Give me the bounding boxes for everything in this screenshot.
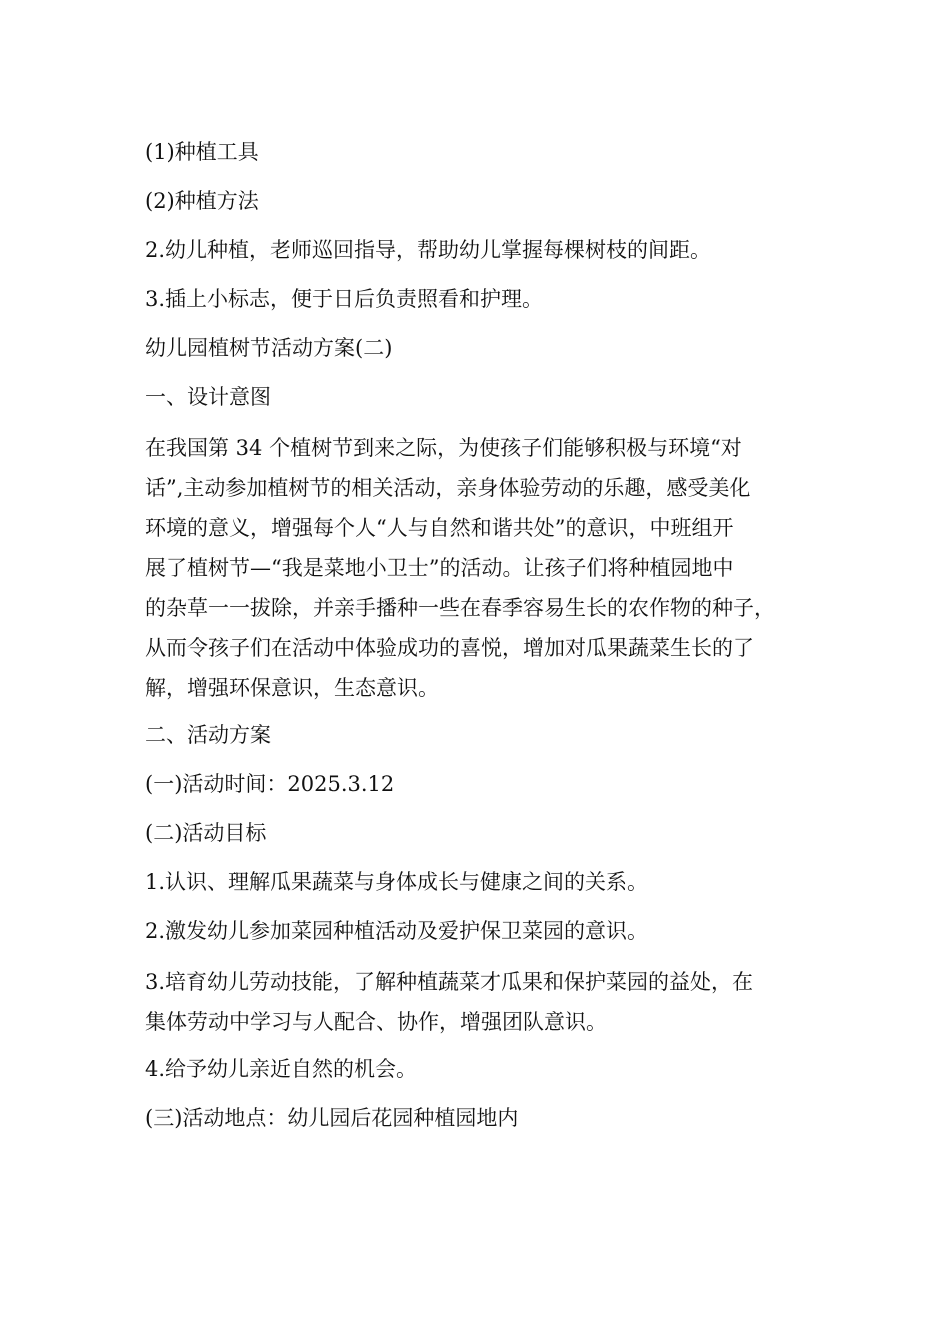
text-line: (1)种植工具 (145, 140, 259, 164)
section-title: 幼儿园植树节活动方案(二) (145, 336, 393, 360)
paragraph-line: 3.培育幼儿劳动技能，了解种植蔬菜才瓜果和保护菜园的益处，在 (145, 970, 754, 994)
text-line: 3.插上小标志，便于日后负责照看和护理。 (145, 287, 544, 311)
section-heading: 一、设计意图 (145, 385, 271, 409)
paragraph-line: 环境的意义，增强每个人“人与自然和谐共处”的意识，中班组开 (145, 516, 734, 540)
text-line: (三)活动地点：幼儿园后花园种植园地内 (145, 1106, 519, 1130)
text-line: 1.认识、理解瓜果蔬菜与身体成长与健康之间的关系。 (145, 870, 649, 894)
paragraph-line: 话”,主动参加植树节的相关活动，亲身体验劳动的乐趣，感受美化 (145, 476, 751, 500)
text-line: 2.激发幼儿参加菜园种植活动及爱护保卫菜园的意识。 (145, 919, 649, 943)
paragraph-line: 的杂草一一拔除，并亲手播种一些在春季容易生长的农作物的种子， (145, 596, 775, 620)
text-line: (一)活动时间：2025.3.12 (145, 772, 395, 796)
text-line: (2)种植方法 (145, 189, 259, 213)
paragraph-line: 在我国第 34 个植树节到来之际，为使孩子们能够积极与环境“对 (145, 436, 742, 460)
paragraph-line: 展了植树节—“我是菜地小卫士”的活动。让孩子们将种植园地中 (145, 556, 734, 580)
text-line: (二)活动目标 (145, 821, 267, 845)
text-line: 2.幼儿种植，老师巡回指导，帮助幼儿掌握每棵树枝的间距。 (145, 238, 712, 262)
section-heading: 二、活动方案 (145, 723, 271, 747)
paragraph-line: 集体劳动中学习与人配合、协作，增强团队意识。 (145, 1010, 607, 1034)
text-line: 4.给予幼儿亲近自然的机会。 (145, 1057, 418, 1081)
paragraph-line: 解，增强环保意识，生态意识。 (145, 676, 439, 700)
paragraph-goal-3 (145, 962, 815, 1042)
document-body (145, 131, 815, 1146)
paragraph-line: 从而令孩子们在活动中体验成功的喜悦，增加对瓜果蔬菜生长的了 (145, 636, 754, 660)
paragraph-design-intent (145, 428, 815, 708)
